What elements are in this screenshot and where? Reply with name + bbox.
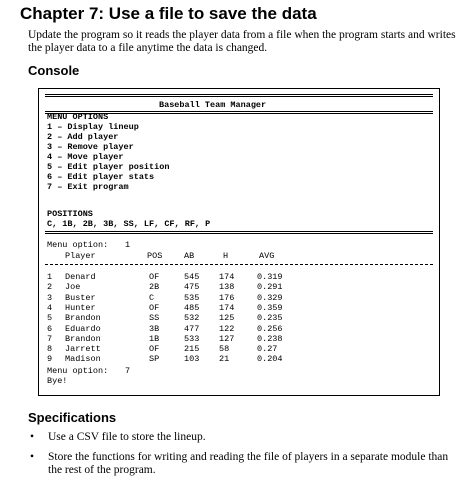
double-rule-positions xyxy=(45,231,433,234)
console-box xyxy=(38,88,440,396)
row-number: 4 xyxy=(47,302,53,313)
spec-item xyxy=(28,431,458,444)
menu-item: 3 – Remove player xyxy=(47,142,134,152)
row-avg: 0.256 xyxy=(257,323,283,334)
row-pos: OF xyxy=(149,344,160,355)
menu-item: 1 – Display lineup xyxy=(47,122,139,132)
row-ab: 477 xyxy=(184,323,200,334)
row-ab: 485 xyxy=(184,302,200,313)
specs-list xyxy=(28,431,458,484)
spec-text: Use a CSV file to store the lineup. xyxy=(48,431,206,443)
row-avg: 0.235 xyxy=(257,313,283,324)
row-pos: OF xyxy=(149,302,160,313)
column-header-ab: AB xyxy=(184,251,195,261)
console-heading: Console xyxy=(28,63,80,78)
row-pos: SP xyxy=(149,354,160,365)
row-ab: 215 xyxy=(184,344,200,355)
console-banner: Baseball Team Manager xyxy=(159,100,267,110)
row-number: 7 xyxy=(47,333,53,344)
row-player: Brandon xyxy=(65,333,101,344)
row-number: 3 xyxy=(47,292,53,303)
spec-item xyxy=(28,451,458,477)
row-h: 176 xyxy=(219,292,235,303)
row-avg: 0.291 xyxy=(257,282,283,293)
row-pos: C xyxy=(149,292,155,303)
row-number: 9 xyxy=(47,354,53,365)
row-pos: OF xyxy=(149,272,160,282)
row-avg: 0.359 xyxy=(257,302,283,313)
row-player: Joe xyxy=(65,282,81,293)
positions-list: C, 1B, 2B, 3B, SS, LF, CF, RF, P xyxy=(47,219,211,229)
bullet-icon: • xyxy=(30,431,35,443)
row-number: 6 xyxy=(47,323,53,334)
row-h: 174 xyxy=(219,302,235,313)
menu-item: 6 – Edit player stats xyxy=(47,172,155,182)
row-ab: 103 xyxy=(184,354,200,365)
prompt-2-value: 7 xyxy=(125,366,131,376)
row-player: Hunter xyxy=(65,302,96,313)
row-avg: 0.27 xyxy=(257,344,278,355)
prompt-1-label: Menu option: xyxy=(47,240,109,250)
row-number: 8 xyxy=(47,344,53,355)
row-player: Buster xyxy=(65,292,96,303)
row-player: Madison xyxy=(65,354,101,365)
row-pos: 3B xyxy=(149,323,160,334)
column-header-h: H xyxy=(223,251,229,261)
row-number: 2 xyxy=(47,282,53,293)
row-avg: 0.204 xyxy=(257,354,283,365)
row-ab: 475 xyxy=(184,282,200,293)
row-avg: 0.238 xyxy=(257,333,283,344)
row-player: Denard xyxy=(65,272,96,282)
spec-text: Store the functions for writing and reading the file of players in a separate module than the rest of the program. xyxy=(48,451,449,476)
row-number: 1 xyxy=(47,272,53,282)
row-h: 174 xyxy=(219,272,235,282)
row-player: Eduardo xyxy=(65,323,101,334)
row-avg: 0.329 xyxy=(257,292,283,303)
page-title: Chapter 7: Use a file to save the data xyxy=(20,4,317,23)
row-h: 125 xyxy=(219,313,235,324)
bye-message: Bye! xyxy=(47,376,68,386)
row-ab: 535 xyxy=(184,292,200,303)
row-h: 58 xyxy=(219,344,230,355)
column-header-avg: AVG xyxy=(259,251,275,261)
row-h: 127 xyxy=(219,333,235,344)
menu-item: 7 – Exit program xyxy=(47,182,129,192)
specs-heading: Specifications xyxy=(28,410,117,425)
row-ab: 532 xyxy=(184,313,200,324)
row-ab: 533 xyxy=(184,333,200,344)
column-header-player: Player xyxy=(65,251,96,261)
menu-item: 4 – Move player xyxy=(47,152,124,162)
prompt-1-value: 1 xyxy=(125,240,131,250)
double-rule-top xyxy=(45,94,433,97)
row-avg: 0.319 xyxy=(257,272,283,282)
menu-title: MENU OPTIONS xyxy=(47,112,109,122)
positions-title: POSITIONS xyxy=(47,209,93,219)
prompt-2-label: Menu option: xyxy=(47,366,109,376)
row-pos: 2B xyxy=(149,282,160,293)
row-pos: 1B xyxy=(149,333,160,344)
menu-item: 2 – Add player xyxy=(47,132,119,142)
row-pos: SS xyxy=(149,313,160,324)
row-player: Brandon xyxy=(65,313,101,324)
row-h: 138 xyxy=(219,282,235,293)
intro-paragraph: Update the program so it reads the player data from a file when the program starts and writes the player data to a file anytime the data is changed. xyxy=(28,29,456,54)
row-h: 122 xyxy=(219,323,235,334)
row-ab: 545 xyxy=(184,272,200,282)
bullet-icon: • xyxy=(30,451,35,463)
row-h: 21 xyxy=(219,354,230,365)
dashed-rule-header xyxy=(45,264,433,265)
column-header-pos: POS xyxy=(147,251,163,261)
row-player: Jarrett xyxy=(65,344,101,355)
menu-item: 5 – Edit player position xyxy=(47,162,170,172)
row-number: 5 xyxy=(47,313,53,324)
